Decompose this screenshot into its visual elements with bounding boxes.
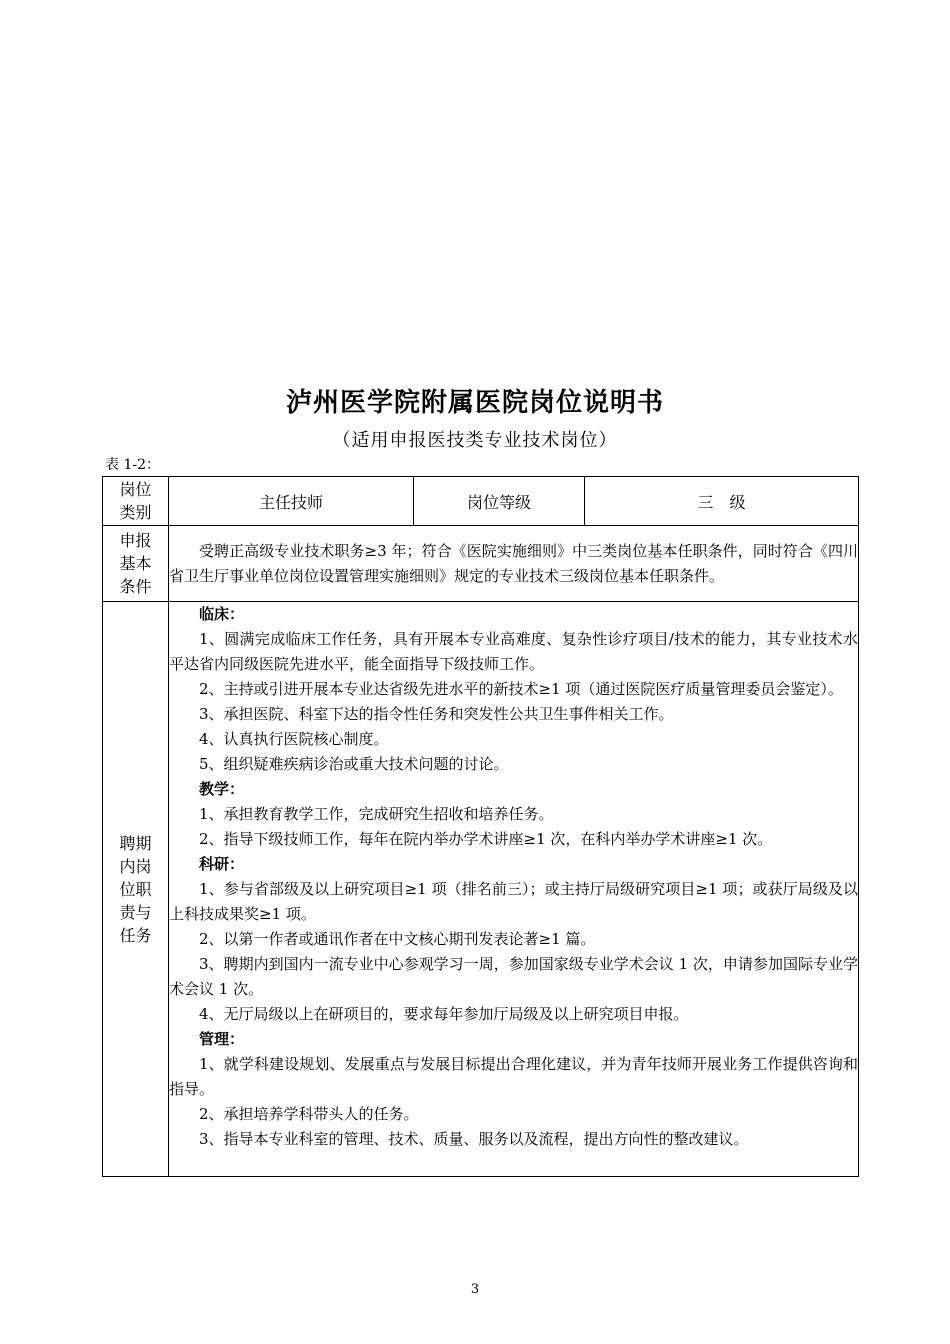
document-subtitle: （适用申报医技类专业技术岗位） — [332, 430, 618, 451]
requirements-row — [103, 526, 859, 602]
requirements-text-cell — [169, 526, 859, 602]
list-item: 2、以第一作者或通讯作者在中文核心期刊发表论著≥1 篇。 — [199, 930, 596, 948]
list-item: 2、承担培养学科带头人的任务。 — [199, 1105, 419, 1123]
table-label: 表 1-2： — [105, 457, 160, 473]
list-item: 1、承担教育教学工作，完成研究生招收和培养任务。 — [199, 805, 554, 823]
requirements-text: 受聘正高级专业技术职务≥3 年；符合《医院实施细则》中三类岗位基本任职条件，同时符合《四川省卫生厅事业单位岗位设置管理实施细则》规定的专业技术三级岗位基本任职条件。 — [169, 541, 858, 585]
list-item: 1、圆满完成临床工作任务，具有开展本专业高难度、复杂性诊疗项目/技术的能力，其专业技术水平达省内同级医院先进水平，能全面指导下级技师工作。 — [169, 630, 858, 673]
section-heading-teaching: 教学： — [199, 780, 245, 798]
post-name-cell: 主任技师 — [169, 477, 414, 526]
document-title: 泸州医学院附属医院岗位说明书 — [285, 388, 664, 418]
duties-content-cell — [169, 602, 859, 1177]
duties-label: 聘期 内岗 位职 责与 任务 — [103, 602, 169, 1177]
list-item: 1、参与省部级及以上研究项目≥1 项（排名前三）；或主持厅局级研究项目≥1 项；或获厅局级及以上科技成果奖≥1 项。 — [169, 880, 858, 923]
list-item: 4、认真执行医院核心制度。 — [199, 730, 389, 748]
page-number: 3 — [470, 1282, 480, 1297]
list-item: 3、指导本专业科室的管理、技术、质量、服务以及流程，提出方向性的整改建议。 — [199, 1130, 749, 1148]
list-item: 1、就学科建设规划、发展重点与发展目标提出合理化建议，并为青年技师开展业务工作提供咨询和指导。 — [169, 1055, 858, 1098]
post-description-table — [102, 476, 859, 1177]
section-heading-clinical: 临床： — [199, 605, 245, 623]
post-grade-value: 三 级 — [585, 477, 859, 526]
post-grade-label: 岗位等级 — [414, 477, 585, 526]
duties-row — [103, 602, 859, 1177]
list-item: 2、主持或引进开展本专业达省级先进水平的新技术≥1 项（通过医院医疗质量管理委员会鉴定）。 — [199, 680, 843, 698]
list-item: 5、组织疑难疾病诊治或重大技术问题的讨论。 — [199, 755, 509, 773]
post-category-label: 岗位 类别 — [103, 477, 169, 526]
list-item: 3、承担医院、科室下达的指令性任务和突发性公共卫生事件相关工作。 — [199, 705, 674, 723]
section-heading-management: 管理： — [199, 1030, 245, 1048]
post-category-row — [103, 477, 859, 526]
section-heading-research: 科研： — [199, 855, 245, 873]
list-item: 2、指导下级技师工作，每年在院内举办学术讲座≥1 次，在科内举办学术讲座≥1 次。 — [199, 830, 773, 848]
list-item: 3、聘期内到国内一流专业中心参观学习一周，参加国家级专业学术会议 1 次，申请参加国际专业学术会议 1 次。 — [169, 955, 858, 998]
list-item: 4、无厅局级以上在研项目的，要求每年参加厅局级及以上研究项目申报。 — [199, 1005, 689, 1023]
requirements-label: 申报 基本 条件 — [103, 526, 169, 602]
